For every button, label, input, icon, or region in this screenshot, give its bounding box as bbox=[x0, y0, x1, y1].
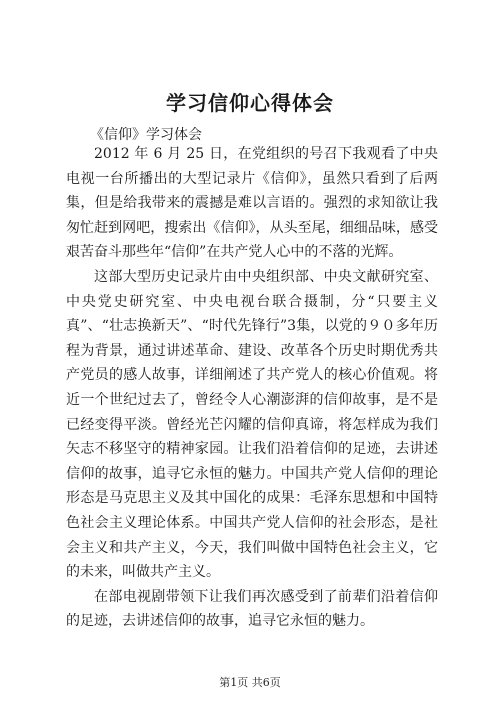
body-paragraph-3: 在部电视剧带领下让我们再次感受到了前辈们沿着信仰的足迹，去讲述信仰的故事，追寻它永恒的魅力。 bbox=[66, 588, 438, 630]
body-paragraph-1: 2012 年 6 月 25 日，在党组织的号召下我观看了中央电视一台所播出的大型记录片《信仰》，虽然只看到了后两集，但是给我带来的震撼是难以言语的。强烈的求知欲让我匆忙赶到网吧，搜索出《信仰》，从头至尾，细细品味，感受艰苦奋斗那些年“信仰”在共产党人心中的不落的光辉。 bbox=[66, 146, 438, 261]
document-title: 学习信仰心得体会 bbox=[166, 91, 334, 115]
document-body bbox=[66, 142, 438, 634]
body-paragraph-2: 这部大型历史记录片由中央组织部、中央文献研究室、中央党史研究室、中央电视台联合摄制，分“只要主义真”、“壮志换新天”、“时代先锋行”3集，以党的９０多年历程为背景，通过讲述革命、建设、改革各个历史时期优秀共产党员的感人故事，详细阐述了共产党人的核心价值观。将近一个世纪过去了，曾经令人心潮澎湃的信仰故事，是不是已经变得平淡。曾经光芒闪耀的信仰真谛，将怎样成为我们矢志不移坚守的精神家园。让我们沿着信仰的足迹，去讲述信仰的故事，追寻它永恒的魅力。中国共产党人信仰的理论形态是马克思主义及其中国化的成果：毛泽东思想和中国特色社会主义理论体系。中国共产党人信仰的社会形态，是社会主义和共产主义，今天，我们叫做中国特色社会主义，它的未来，叫做共产主义。 bbox=[66, 268, 438, 581]
document-subtitle: 《信仰》学习体会 bbox=[90, 127, 202, 143]
page-number-footer: 第1页 共6页 bbox=[219, 676, 281, 689]
